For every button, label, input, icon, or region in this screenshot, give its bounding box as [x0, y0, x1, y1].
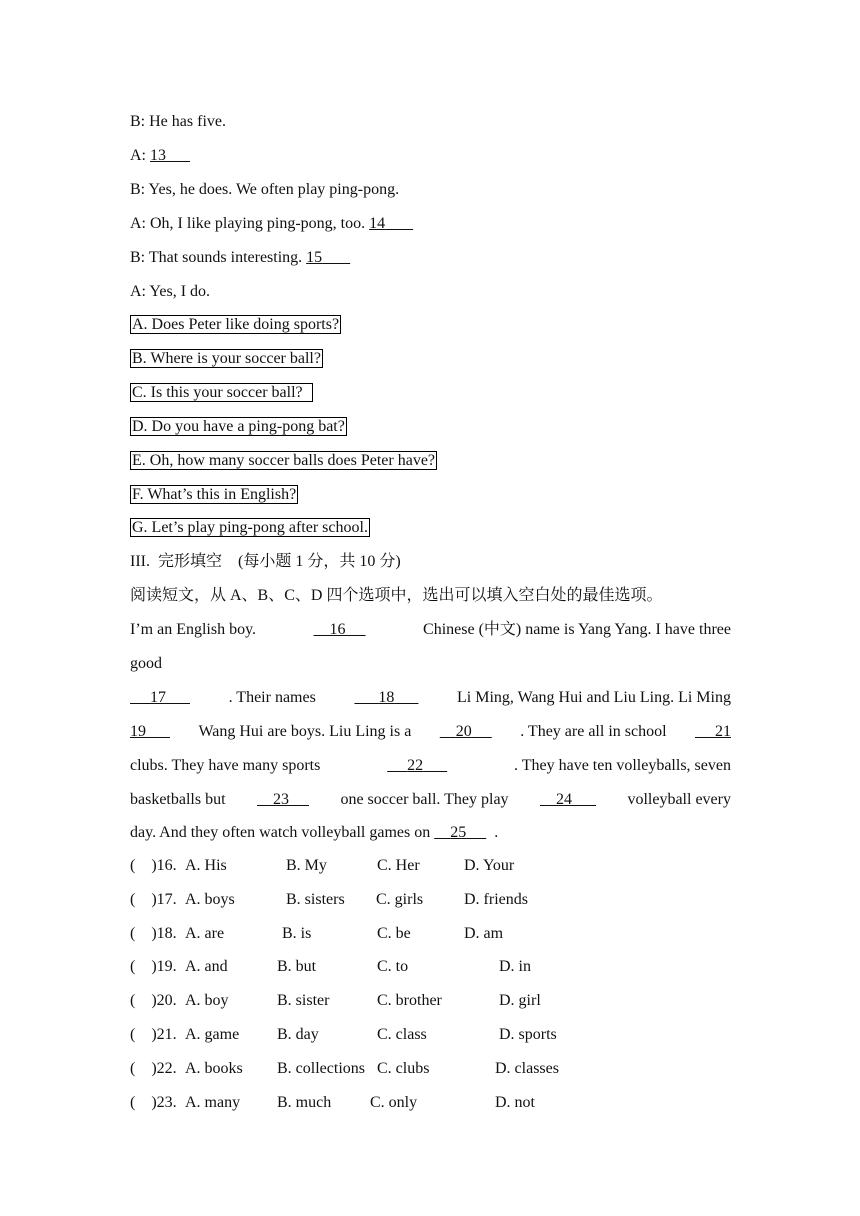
- dialogue-text: Oh, I like playing ping-pong, too.: [150, 215, 366, 232]
- question-number: ( )20.: [130, 992, 177, 1009]
- option-b: B. much: [277, 1094, 332, 1111]
- option-a: A. game: [185, 1026, 240, 1043]
- blank-23: 23: [273, 791, 289, 808]
- option-c: C. Her: [377, 857, 420, 874]
- option-b: B. collections: [277, 1060, 365, 1077]
- blank-24: 24: [556, 791, 572, 808]
- passage-line: 19 Wang Hui are boys. Liu Ling is a 20 . They are all in school 21: [130, 723, 731, 740]
- choice-b: B. Where is your soccer ball?: [132, 350, 321, 367]
- dialogue-line: [130, 214, 413, 234]
- option-a: A. many: [185, 1094, 241, 1111]
- question-number: ( )22.: [130, 1060, 177, 1077]
- blank-14: 14: [369, 215, 386, 232]
- dialogue-text: Yes, I do.: [149, 283, 211, 300]
- question-number: ( )23.: [130, 1094, 177, 1111]
- option-a: A. boy: [185, 992, 229, 1009]
- option-c: C. girls: [376, 891, 424, 908]
- option-d: D. Your: [464, 857, 515, 874]
- passage-line: I’m an English boy. 16 Chinese (中文) name is Yang Yang. I have three: [130, 621, 731, 638]
- choice-c: C. Is this your soccer ball?: [130, 383, 313, 403]
- blank-15: 15: [306, 249, 323, 266]
- option-d: D. girl: [499, 992, 541, 1009]
- option-d: D. sports: [499, 1026, 557, 1043]
- option-c: C. class: [377, 1026, 427, 1043]
- option-a: A. books: [185, 1060, 243, 1077]
- passage-line: day. And they often watch volleyball games on 25 .: [130, 824, 499, 841]
- option-b: B. My: [286, 857, 327, 874]
- blank-21: 21: [714, 723, 731, 740]
- option-c: C. brother: [377, 992, 442, 1009]
- option-b: B. sisters: [286, 891, 345, 908]
- option-d: D. in: [499, 958, 531, 975]
- blank-20: 20: [455, 723, 472, 740]
- choice-f: F. What’s this in English?: [132, 486, 297, 503]
- section-instruction: 阅读短文，从 A、B、C、D 四个选项中，选出可以填入空白处的最佳选项。: [130, 587, 663, 604]
- blank-19: 19: [130, 723, 146, 740]
- passage-line: basketballs but 23 one soccer ball. They play 24 volleyball every: [130, 791, 731, 808]
- speaker: B:: [130, 249, 146, 266]
- question-number: ( )19.: [130, 958, 177, 975]
- dialogue-line: [130, 112, 226, 132]
- option-c: C. clubs: [377, 1060, 430, 1077]
- dialogue-line: [130, 180, 399, 200]
- blank-18: 18: [378, 689, 395, 706]
- choice-a: A. Does Peter like doing sports?: [132, 316, 340, 333]
- passage-line: good: [130, 655, 162, 672]
- blank-25: 25: [450, 824, 467, 841]
- speaker: A:: [130, 215, 146, 232]
- blank-17: 17: [150, 689, 166, 706]
- dialogue-line: [130, 282, 210, 302]
- question-number: ( )17.: [130, 891, 177, 908]
- option-c: C. only: [370, 1094, 418, 1111]
- option-a: A. and: [185, 958, 228, 975]
- option-b: B. sister: [277, 992, 330, 1009]
- option-b: B. is: [282, 925, 312, 942]
- speaker: A:: [130, 283, 146, 300]
- passage-line: 17 . Their names 18 Li Ming, Wang Hui and Liu Ling. Li Ming: [130, 688, 731, 708]
- dialogue-line: [130, 146, 190, 166]
- question-number: ( )18.: [130, 925, 177, 942]
- passage-line: clubs. They have many sports 22 . They have ten volleyballs, seven: [130, 757, 731, 774]
- speaker: A:: [130, 147, 146, 164]
- option-c: C. be: [377, 925, 411, 942]
- option-b: B. day: [277, 1026, 319, 1043]
- option-d: D. classes: [495, 1060, 559, 1077]
- blank-16: 16: [329, 621, 346, 638]
- choice-e: E. Oh, how many soccer balls does Peter have?: [132, 452, 436, 469]
- option-c: C. to: [377, 958, 409, 975]
- section-heading: III. 完形填空 (每小题 1 分，共 10 分): [130, 553, 401, 570]
- option-d: D. not: [495, 1094, 535, 1111]
- option-d: D. friends: [464, 891, 528, 908]
- blank-13: 13: [150, 147, 166, 164]
- dialogue-text: He has five.: [149, 113, 226, 130]
- option-d: D. am: [464, 925, 504, 942]
- option-a: A. are: [185, 925, 225, 942]
- dialogue-text: Yes, he does. We often play ping-pong.: [148, 181, 400, 198]
- choice-g: G. Let’s play ping-pong after school.: [132, 519, 368, 536]
- choice-d: D. Do you have a ping-pong bat?: [132, 418, 345, 435]
- dialogue-text: That sounds interesting.: [148, 249, 303, 266]
- dialogue-line: [130, 248, 350, 268]
- option-a: A. boys: [185, 891, 235, 908]
- question-number: ( )21.: [130, 1026, 177, 1043]
- question-number: ( )16.: [130, 857, 177, 874]
- blank-22: 22: [407, 757, 424, 774]
- speaker: B:: [130, 181, 146, 198]
- speaker: B:: [130, 113, 146, 130]
- option-a: A. His: [185, 857, 227, 874]
- option-b: B. but: [277, 958, 317, 975]
